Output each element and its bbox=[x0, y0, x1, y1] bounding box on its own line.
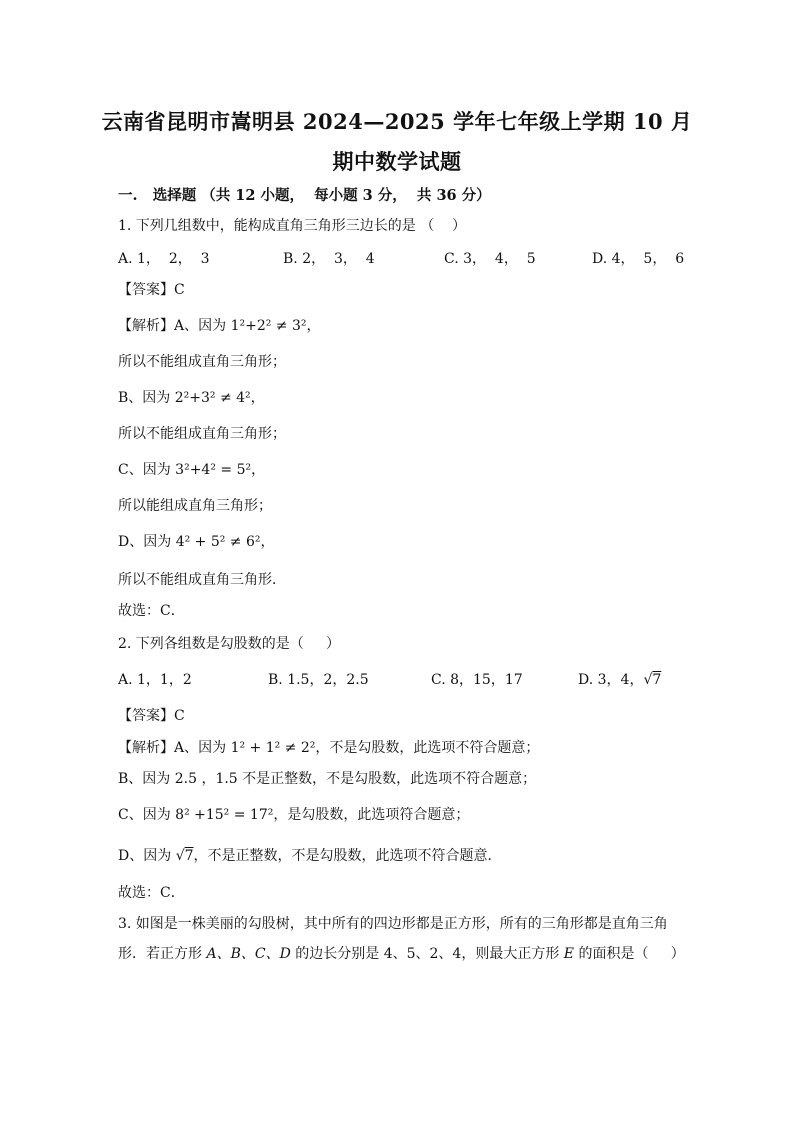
q1-answer: 【答案】C bbox=[118, 282, 185, 298]
q1-analysis-line: 所以不能组成直角三角形； bbox=[118, 426, 286, 442]
q2-analysis-b: B、因为 2.5 ，1.5 不是正整数，不是勾股数，此选项不符合题意； bbox=[118, 771, 537, 787]
section-heading: 一. 选择题 （共 12 小题， 每小题 3 分， 共 36 分） bbox=[118, 187, 491, 204]
title-line-2: 期中数学试题 bbox=[332, 149, 462, 174]
analysis-label: 【解析】 bbox=[118, 318, 174, 334]
sqrt-expression: √7 bbox=[643, 672, 662, 688]
formula: 2²+3² ≠ 4² bbox=[174, 390, 251, 406]
q1-analysis-d: D、因为 4² + 5² ≠ 6²， bbox=[118, 534, 275, 550]
variable-list: A、B、C、D bbox=[206, 946, 291, 962]
sqrt-expression: √7 bbox=[175, 848, 194, 864]
q1-option-b: B. 2， 3， 4 bbox=[283, 251, 375, 267]
q1-analysis-line: 所以不能组成直角三角形． bbox=[118, 572, 286, 588]
formula: 1² + 1² ≠ 2² bbox=[230, 740, 316, 756]
q2-option-d: D. 3，4，√7 bbox=[578, 672, 662, 688]
q1-choice: 故选：C． bbox=[118, 603, 185, 619]
formula: 8² +15² = 17² bbox=[175, 807, 274, 823]
q3-stem-line-2: 形．若正方形 A、B、C、D 的边长分别是 4、5、2、4，则最大正方形 E 的面积是（ ） bbox=[118, 946, 685, 962]
q2-answer: 【答案】C bbox=[118, 708, 185, 724]
q1-analysis-line: 所以不能组成直角三角形； bbox=[118, 354, 286, 370]
title-line-1: 云南省昆明市嵩明县 2024—2025 学年七年级上学期 10 月 bbox=[101, 109, 693, 134]
q1-stem: 1. 下列几组数中，能构成直角三角形三边长的是 （ ） bbox=[118, 218, 467, 234]
q1-option-d: D. 4， 5， 6 bbox=[592, 251, 685, 267]
q2-option-b: B. 1.5，2，2.5 bbox=[268, 672, 369, 688]
q2-stem: 2. 下列各组数是勾股数的是（ ） bbox=[118, 636, 341, 652]
q1-option-a: A. 1， 2， 3 bbox=[118, 251, 210, 267]
q2-analysis-a: 【解析】A、因为 1² + 1² ≠ 2²，不是勾股数，此选项不符合题意； bbox=[118, 740, 540, 756]
variable-e: E bbox=[563, 946, 575, 962]
q1-analysis-line: 所以能组成直角三角形； bbox=[118, 498, 272, 514]
q3-stem-line-1: 3. 如图是一株美丽的勾股树，其中所有的四边形都是正方形，所有的三角形都是直角三角 bbox=[118, 916, 668, 932]
q1-analysis-b: B、因为 2²+3² ≠ 4²， bbox=[118, 390, 265, 406]
formula: 1²+2² ≠ 3² bbox=[230, 318, 307, 334]
q2-option-c: C. 8，15，17 bbox=[431, 672, 523, 688]
formula: 3²+4² = 5² bbox=[175, 462, 252, 478]
q2-analysis-d: D、因为 √7，不是正整数，不是勾股数，此选项不符合题意． bbox=[118, 848, 502, 864]
q2-option-a: A. 1，1，2 bbox=[118, 672, 192, 688]
q1-option-c: C. 3， 4， 5 bbox=[444, 251, 536, 267]
q1-analysis-a: 【解析】A、因为 1²+2² ≠ 3²， bbox=[118, 318, 321, 334]
analysis-label: 【解析】 bbox=[118, 740, 174, 756]
q2-choice: 故选：C． bbox=[118, 885, 185, 901]
formula: 4² + 5² ≠ 6² bbox=[175, 534, 261, 550]
q1-analysis-c: C、因为 3²+4² = 5²， bbox=[118, 462, 266, 478]
q2-analysis-c: C、因为 8² +15² = 17²，是勾股数，此选项符合题意； bbox=[118, 807, 470, 823]
